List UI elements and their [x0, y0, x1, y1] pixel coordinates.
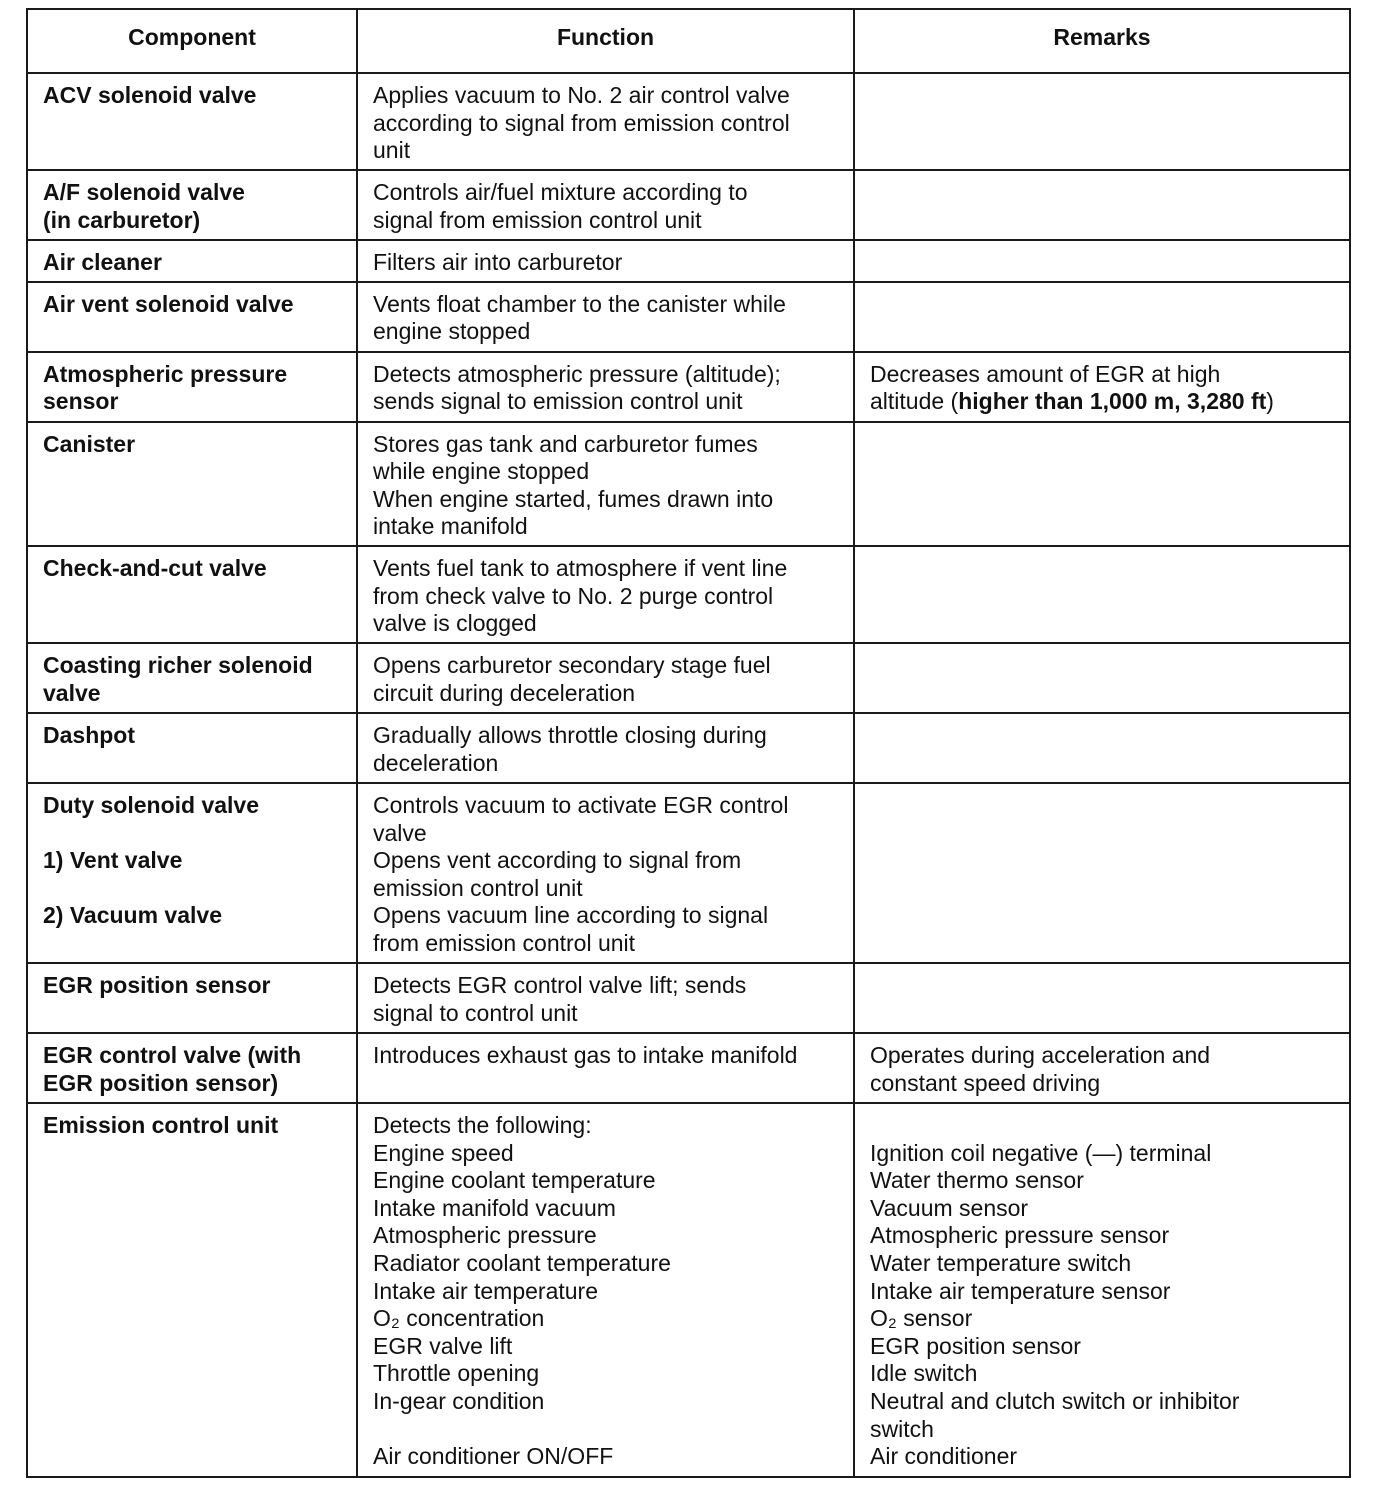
function-cell: Controls air/fuel mixture according to signal from emission control unit — [357, 170, 854, 240]
component-cell: Air cleaner — [27, 240, 357, 282]
function-cell: Stores gas tank and carburetor fumes while engine stopped When engine started, fumes drawn into intake manifold — [357, 422, 854, 546]
header-component: Component — [27, 9, 357, 73]
table-row — [27, 643, 1350, 713]
function-cell: Detects atmospheric pressure (altitude); sends signal to emission control unit — [357, 352, 854, 422]
remarks-cell — [854, 282, 1350, 352]
remarks-cell — [854, 546, 1350, 643]
remarks-cell — [854, 240, 1350, 282]
remarks-cell — [854, 783, 1350, 963]
remarks-cell: Ignition coil negative (—) terminal Water thermo sensor Vacuum sensor Atmospheric pressure sensor Water temperature switch Intake air temperature sensor O₂ sensor EGR position sensor Idle switch Neutral and clutch switch or inhibitor switch Air conditioner — [854, 1103, 1350, 1477]
function-cell: Filters air into carburetor — [357, 240, 854, 282]
table-row — [27, 546, 1350, 643]
remarks-cell — [854, 422, 1350, 546]
component-cell: Check-and-cut valve — [27, 546, 357, 643]
component-cell: Emission control unit — [27, 1103, 357, 1477]
function-cell: Vents float chamber to the canister while engine stopped — [357, 282, 854, 352]
table-row — [27, 240, 1350, 282]
table-row — [27, 352, 1350, 422]
remarks-altitude-line: altitude (higher than 1,000 m, 3,280 ft) — [870, 388, 1274, 415]
component-cell: Canister — [27, 422, 357, 546]
remarks-cell — [854, 73, 1350, 170]
remarks-cell — [854, 643, 1350, 713]
function-cell: Detects the following: Engine speed Engine coolant temperature Intake manifold vacuum Atmospheric pressure Radiator coolant temperature Intake air temperature O₂ concentration EGR valve lift Throttle opening In-gear condition Air conditioner ON/OFF — [357, 1103, 854, 1477]
function-cell: Detects EGR control valve lift; sends signal to control unit — [357, 963, 854, 1033]
function-cell: Applies vacuum to No. 2 air control valve according to signal from emission control unit — [357, 73, 854, 170]
table-row — [27, 422, 1350, 546]
component-cell: Air vent solenoid valve — [27, 282, 357, 352]
table-row — [27, 713, 1350, 783]
component-cell: ACV solenoid valve — [27, 73, 357, 170]
header-row — [27, 9, 1350, 73]
table-row — [27, 1033, 1350, 1103]
remarks-cell — [854, 963, 1350, 1033]
table-row — [27, 1103, 1350, 1477]
component-cell: A/F solenoid valve (in carburetor) — [27, 170, 357, 240]
table-row — [27, 170, 1350, 240]
component-cell: Duty solenoid valve 1) Vent valve 2) Vacuum valve — [27, 783, 357, 963]
table-row — [27, 783, 1350, 963]
function-cell: Controls vacuum to activate EGR control valve Opens vent according to signal from emission control unit Opens vacuum line according to signal from emission control unit — [357, 783, 854, 963]
header-function: Function — [357, 9, 854, 73]
component-cell: Dashpot — [27, 713, 357, 783]
remarks-cell — [854, 170, 1350, 240]
function-cell: Introduces exhaust gas to intake manifold — [357, 1033, 854, 1103]
component-cell: Coasting richer solenoid valve — [27, 643, 357, 713]
component-cell: EGR control valve (with EGR position sensor) — [27, 1033, 357, 1103]
function-cell: Gradually allows throttle closing during deceleration — [357, 713, 854, 783]
function-cell: Vents fuel tank to atmosphere if vent line from check valve to No. 2 purge control valve is clogged — [357, 546, 854, 643]
remarks-cell: Operates during acceleration and constant speed driving — [854, 1033, 1350, 1103]
function-cell: Opens carburetor secondary stage fuel circuit during deceleration — [357, 643, 854, 713]
table-row — [27, 963, 1350, 1033]
remarks-cell: Decreases amount of EGR at high altitude (higher than 1,000 m, 3,280 ft) — [854, 352, 1350, 422]
component-cell: EGR position sensor — [27, 963, 357, 1033]
table-row — [27, 73, 1350, 170]
component-function-table — [26, 8, 1351, 1478]
remarks-cell — [854, 713, 1350, 783]
header-remarks: Remarks — [854, 9, 1350, 73]
table-row — [27, 282, 1350, 352]
component-cell: Atmospheric pressure sensor — [27, 352, 357, 422]
